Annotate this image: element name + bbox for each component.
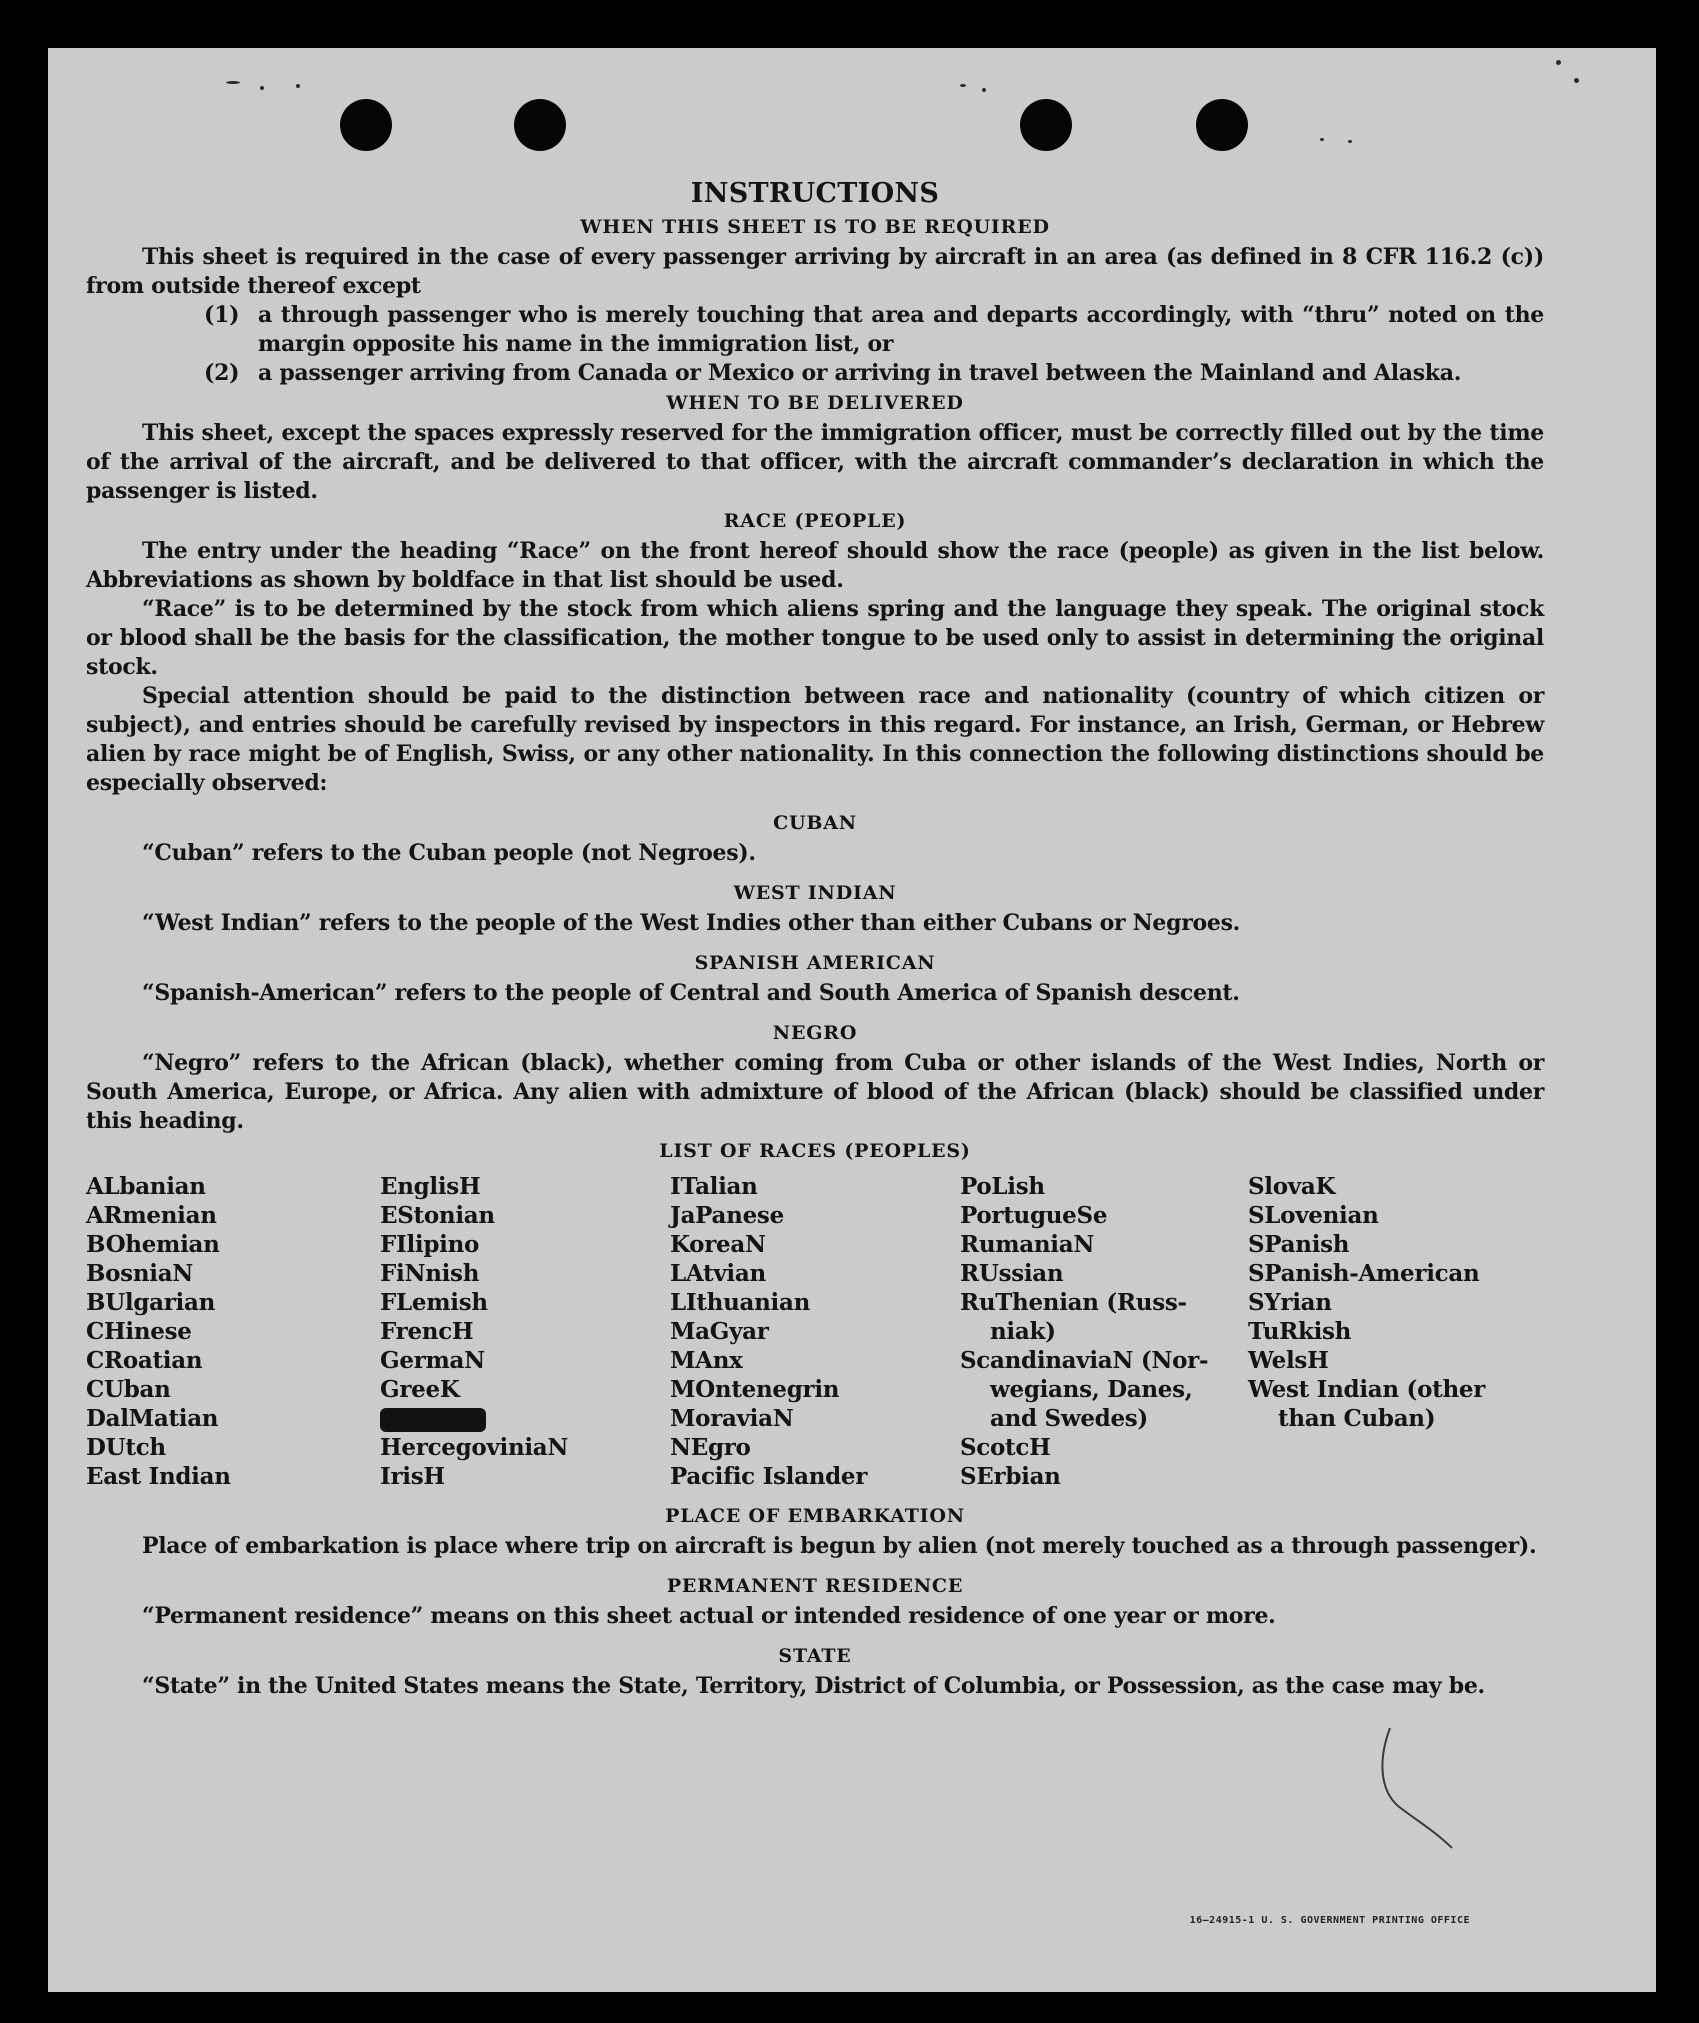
required-intro-lead: This sheet is required in the case of every passenger arriving by aircraft in an area (as defined in 8 CFR 116.2 (c)) from outside thereof — [86, 244, 1544, 299]
speck — [960, 84, 966, 87]
item-text: a passenger arriving from Canada or Mexico or arriving in travel between the Mainland and Alaska. — [258, 360, 1462, 386]
race-entry: DalMatian — [86, 1405, 219, 1432]
race-entry: ITalian — [670, 1173, 758, 1200]
races-column — [86, 1172, 380, 1491]
race-entry: ARmenian — [86, 1202, 217, 1229]
race-entry: LAtvian — [670, 1260, 766, 1287]
race-entry: RuThenian (Russ- — [960, 1289, 1187, 1316]
race-entry: CHinese — [86, 1318, 192, 1345]
race-entry: EnglisH — [380, 1173, 481, 1200]
section-heading-residence: PERMANENT RESIDENCE — [666, 1575, 964, 1597]
race-entry: GreeK — [380, 1376, 460, 1403]
race-entry: MoraviaN — [670, 1405, 794, 1432]
race-entry: West Indian (other — [1248, 1376, 1486, 1403]
race-paragraph: Special attention should be paid to the distinction between race and nationality (country of which citizen or subject), and entries should be carefully revised by inspectors in this regard. For instance, an Irish, German, or Hebrew alien by race might be of English, Swiss, or any other nationality. In this connection the following distinctions should be especially observed: — [86, 683, 1544, 796]
speck — [226, 81, 240, 84]
speck — [1574, 78, 1579, 83]
section-heading-state: STATE — [778, 1645, 852, 1667]
embarkation-text: Place of embarkation is place where trip on aircraft is begun by alien (not merely touched as a through passenger). — [142, 1533, 1537, 1559]
race-entry: KoreaN — [670, 1231, 766, 1258]
race-entry: MOntenegrin — [670, 1376, 840, 1403]
section-heading-cuban: CUBAN — [773, 812, 857, 834]
race-entry: CUban — [86, 1376, 171, 1403]
speck — [1320, 138, 1324, 141]
section-heading-delivered: WHEN TO BE DELIVERED — [666, 392, 964, 414]
race-entry: CRoatian — [86, 1347, 203, 1374]
section-heading-embarkation: PLACE OF EMBARKATION — [665, 1505, 965, 1527]
required-item — [204, 301, 1544, 359]
race-entry: FIlipino — [380, 1231, 480, 1258]
race-entry: SPanish-American — [1248, 1260, 1480, 1287]
race-entry: SLovenian — [1248, 1202, 1379, 1229]
item-number: (2) — [204, 360, 240, 386]
race-entry: GermaN — [380, 1347, 485, 1374]
race-entry: and Swedes) — [990, 1405, 1149, 1432]
speck — [982, 88, 986, 92]
required-item — [204, 359, 1544, 388]
race-entry: RUssian — [960, 1260, 1064, 1287]
speck — [1348, 140, 1352, 143]
race-entry: TuRkish — [1248, 1318, 1352, 1345]
race-entry: NEgro — [670, 1434, 751, 1461]
race-entry: JaPanese — [670, 1202, 784, 1229]
document-page — [48, 48, 1656, 1992]
race-entry: BUlgarian — [86, 1289, 215, 1316]
races-column — [380, 1172, 670, 1491]
race-entry: SPanish — [1248, 1231, 1350, 1258]
punch-hole — [514, 99, 566, 151]
instructions-body — [86, 178, 1544, 1701]
race-entry: FLemish — [380, 1289, 488, 1316]
race-entry: MAnx — [670, 1347, 743, 1374]
section-heading-negro: NEGRO — [772, 1022, 858, 1044]
residence-text: “Permanent residence” means on this sheet actual or intended residence of one year or more. — [142, 1603, 1276, 1629]
state-text: “State” in the United States means the State, Territory, District of Columbia, or Possession, as the case may be. — [142, 1673, 1485, 1699]
race-entry: MaGyar — [670, 1318, 769, 1345]
race-entry: BOhemian — [86, 1231, 220, 1258]
item-number: (1) — [204, 302, 240, 328]
race-entry: ScandinaviaN (Nor- — [960, 1347, 1209, 1374]
race-entry: WelsH — [1248, 1347, 1329, 1374]
race-entry: DUtch — [86, 1434, 166, 1461]
redacted-entry — [380, 1404, 670, 1433]
west-indian-text: “West Indian” refers to the people of the West Indies other than either Cubans or Negroes. — [142, 910, 1241, 936]
item-text: a through passenger who is merely touching that area and departs accordingly, with “thru” noted on the margin opposite his name in the immigration list, or — [258, 302, 1544, 357]
races-column — [1248, 1172, 1544, 1491]
race-entry: Pacific Islander — [670, 1463, 868, 1490]
delivered-text: This sheet, except the spaces expressly reserved for the immigration officer, must be correctly filled out by the time of the arrival of the aircraft, and be delivered to that officer, with the aircraft commander’s declaration in which the passenger is listed. — [86, 420, 1544, 504]
cuban-text: “Cuban” refers to the Cuban people (not Negroes). — [142, 840, 756, 866]
race-entry: SYrian — [1248, 1289, 1332, 1316]
race-entry: wegians, Danes, — [990, 1376, 1193, 1403]
printing-office-code: 16—24915-1 U. S. GOVERNMENT PRINTING OFFICE — [1189, 1915, 1470, 1926]
section-heading-west-indian: WEST INDIAN — [733, 882, 897, 904]
race-entry: than Cuban) — [1278, 1405, 1436, 1432]
race-entry: RumaniaN — [960, 1231, 1095, 1258]
handwritten-pencil-mark — [1376, 1720, 1526, 1870]
redaction-mark — [380, 1408, 486, 1432]
negro-text: “Negro” refers to the African (black), whether coming from Cuba or other islands of the West Indies, North or South America, Europe, or Africa. Any alien with admixture of blood of the African (black) should be classified under this heading. — [86, 1050, 1544, 1134]
race-entry: niak) — [990, 1318, 1056, 1345]
race-entry: HercegoviniaN — [380, 1434, 569, 1461]
race-entry: ALbanian — [86, 1173, 206, 1200]
punch-hole — [1196, 99, 1248, 151]
race-entry: PoLish — [960, 1173, 1045, 1200]
punch-hole — [1020, 99, 1072, 151]
section-heading-required: WHEN THIS SHEET IS TO BE REQUIRED — [580, 216, 1050, 238]
race-entry: ScotcH — [960, 1434, 1051, 1461]
race-entry: PortugueSe — [960, 1202, 1108, 1229]
race-entry: SErbian — [960, 1463, 1061, 1490]
race-entry: EStonian — [380, 1202, 495, 1229]
race-entry: FiNnish — [380, 1260, 480, 1287]
race-entry: SlovaK — [1248, 1173, 1336, 1200]
race-paragraph: The entry under the heading “Race” on the front hereof should show the race (people) as given in the list below. Abbreviations as shown by boldface in that list should be used. — [86, 538, 1544, 593]
speck — [296, 84, 300, 88]
speck — [260, 86, 264, 90]
page-title: INSTRUCTIONS — [690, 178, 940, 209]
punch-hole — [340, 99, 392, 151]
required-intro-except: except — [342, 273, 421, 299]
races-column — [960, 1172, 1248, 1491]
section-heading-race: RACE (PEOPLE) — [723, 510, 907, 532]
race-entry: LIthuanian — [670, 1289, 810, 1316]
required-intro — [86, 243, 1544, 301]
race-entry: East Indian — [86, 1463, 231, 1490]
speck — [1556, 60, 1561, 65]
race-entry: FrencH — [380, 1318, 474, 1345]
races-column — [670, 1172, 960, 1491]
races-list — [86, 1172, 1544, 1491]
race-entry: BosniaN — [86, 1260, 194, 1287]
spanish-american-text: “Spanish-American” refers to the people of Central and South America of Spanish descent. — [142, 980, 1240, 1006]
race-entry: IrisH — [380, 1463, 445, 1490]
race-paragraph: “Race” is to be determined by the stock from which aliens spring and the language they speak. The original stock or blood shall be the basis for the classification, the mother tongue to be used only to assist in determining the original stock. — [86, 596, 1544, 680]
section-heading-list-of-races: LIST OF RACES (PEOPLES) — [659, 1140, 971, 1162]
section-heading-spanish-american: SPANISH AMERICAN — [694, 952, 936, 974]
